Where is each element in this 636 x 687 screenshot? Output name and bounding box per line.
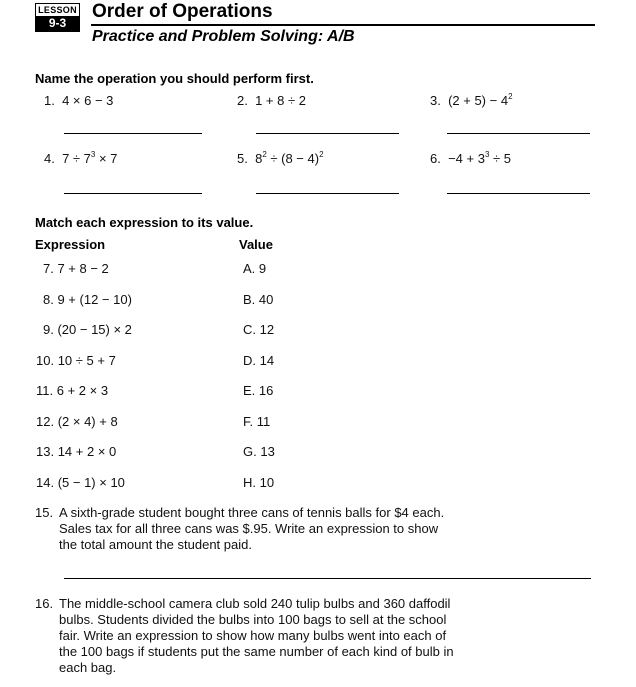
problem-number: 16. xyxy=(35,596,54,611)
problem-2 xyxy=(237,93,306,108)
match-value xyxy=(243,353,274,368)
problem-number: 4. xyxy=(44,151,55,166)
match-value xyxy=(243,475,274,490)
match-value xyxy=(243,444,275,459)
answer-line-2[interactable] xyxy=(256,133,399,134)
expression-text: 7 + 8 − 2 xyxy=(57,261,109,276)
match-value xyxy=(243,292,273,307)
value-letter: E. xyxy=(243,383,256,398)
problem-number: 14. xyxy=(36,475,55,490)
value-text: 13 xyxy=(260,444,275,459)
problem-number: 9. xyxy=(43,322,54,337)
problem-expression: 1 + 8 ÷ 2 xyxy=(255,93,306,108)
value-text: 40 xyxy=(258,292,274,307)
expression-text: (5 − 1) × 10 xyxy=(57,475,125,490)
match-expression xyxy=(36,353,116,368)
value-text: 10 xyxy=(259,475,275,490)
problem-number: 6. xyxy=(430,151,441,166)
expression-text: 6 + 2 × 3 xyxy=(56,383,109,398)
expression-text: 14 + 2 × 0 xyxy=(57,444,117,459)
value-text: 16 xyxy=(258,383,274,398)
match-value xyxy=(243,322,274,337)
problem-number: 13. xyxy=(36,444,55,459)
match-expression xyxy=(43,322,132,337)
problem-expression: $7 \div 7^3 \times 7$ xyxy=(62,150,118,166)
problem-expression: $-4 + 3^3 \div 5$ xyxy=(448,150,511,166)
problem-expression: $(2 + 5) - 4^2$ xyxy=(448,92,513,108)
lesson-badge-number: 9-3 xyxy=(36,16,79,31)
problem-6 xyxy=(430,151,511,166)
answer-line-5[interactable] xyxy=(256,193,399,194)
problem-1 xyxy=(44,93,113,108)
word-problem-16 xyxy=(35,596,495,680)
value-text: 14 xyxy=(259,353,275,368)
expression-text: 9 + (12 − 10) xyxy=(57,292,132,307)
column-header-expression: Expression xyxy=(35,237,106,252)
problem-number: 5. xyxy=(237,151,248,166)
problem-number: 11. xyxy=(36,383,54,398)
value-text: 9 xyxy=(258,261,267,276)
answer-line-6[interactable] xyxy=(447,193,590,194)
word-problem-15 xyxy=(35,505,495,555)
problem-number: 1. xyxy=(44,93,55,108)
problem-text: A sixth-grade student bought three cans of tennis balls for $4 each. Sales tax for all three cans was $.95. Write an expression to show the total amount the student paid. xyxy=(59,505,445,552)
problem-3 xyxy=(430,93,513,108)
answer-line-3[interactable] xyxy=(447,133,590,134)
section1-instruction: Name the operation you should perform first. xyxy=(35,71,314,86)
problem-expression: 4 × 6 − 3 xyxy=(62,93,114,108)
lesson-badge-label: LESSON xyxy=(36,4,79,16)
value-letter: C. xyxy=(243,322,256,337)
problem-expression: $8^2 \div (8 - 4)^2$ xyxy=(255,150,324,166)
page-subtitle: Practice and Problem Solving: A/B xyxy=(92,28,355,45)
value-text: 11 xyxy=(256,414,271,429)
value-letter: G. xyxy=(243,444,257,459)
match-value xyxy=(243,261,266,276)
problem-number: 3. xyxy=(430,93,441,108)
value-letter: H. xyxy=(243,475,256,490)
expression-text: 10 ÷ 5 + 7 xyxy=(57,353,116,368)
value-letter: B. xyxy=(243,292,256,307)
match-value xyxy=(243,414,270,429)
value-letter: A. xyxy=(243,261,256,276)
answer-line-15[interactable] xyxy=(64,578,591,579)
section2-instruction: Match each expression to its value. xyxy=(35,215,254,230)
expression-text: (2 × 4) + 8 xyxy=(57,414,118,429)
page-title: Order of Operations xyxy=(92,1,273,22)
answer-line-1[interactable] xyxy=(64,133,202,134)
column-header-value: Value xyxy=(239,237,273,252)
expression-text: (20 − 15) × 2 xyxy=(57,322,132,337)
problem-5 xyxy=(237,151,324,166)
problem-number: 8. xyxy=(43,292,54,307)
match-expression xyxy=(36,414,118,429)
answer-line-4[interactable] xyxy=(64,193,202,194)
problem-number: 7. xyxy=(43,261,54,276)
match-expression xyxy=(43,261,109,276)
match-expression xyxy=(43,292,132,307)
problem-4 xyxy=(44,151,117,166)
value-letter: D. xyxy=(243,353,256,368)
value-text: 12 xyxy=(259,322,275,337)
problem-number: 10. xyxy=(36,353,55,368)
match-expression xyxy=(36,475,125,490)
value-letter: F. xyxy=(243,414,254,429)
problem-number: 2. xyxy=(237,93,248,108)
match-expression xyxy=(36,383,108,398)
header-rule xyxy=(91,24,595,26)
problem-number: 12. xyxy=(36,414,55,429)
lesson-badge xyxy=(35,3,80,32)
problem-text: The middle-school camera club sold 240 tulip bulbs and 360 daffodil bulbs. Students divided the bulbs into 100 bags to sell at the school fair. Write an expression to show how many bulbs went into each of the 100 bags if students put the same number of each kind of bulb in each bag. xyxy=(59,596,454,675)
match-value xyxy=(243,383,273,398)
match-expression xyxy=(36,444,116,459)
problem-number: 15. xyxy=(35,505,54,520)
